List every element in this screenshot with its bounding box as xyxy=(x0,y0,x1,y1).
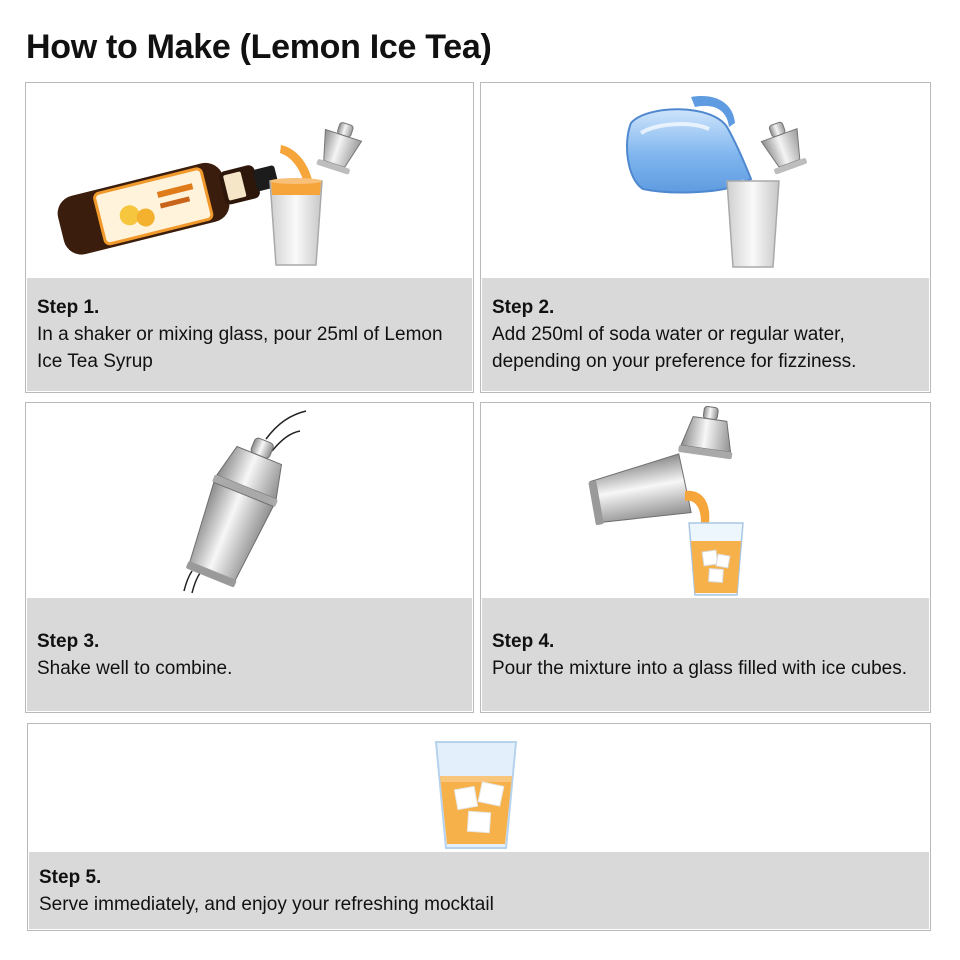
step-label: Step 3. xyxy=(37,630,100,652)
step-3-card xyxy=(25,402,474,713)
step-4-card xyxy=(480,402,931,713)
step-1-card xyxy=(25,82,474,393)
step-1-illustration xyxy=(26,83,473,278)
step-2-caption xyxy=(482,278,929,391)
step-label: Step 5. xyxy=(39,866,102,888)
step-3-caption xyxy=(27,598,472,711)
step-text: In a shaker or mixing glass, pour 25ml of Lemon Ice Tea Syrup xyxy=(37,324,443,372)
step-2-card xyxy=(480,82,931,393)
step-label: Step 2. xyxy=(492,297,555,318)
step-1-caption xyxy=(27,278,472,391)
step-2-illustration xyxy=(481,83,930,278)
step-label: Step 1. xyxy=(37,297,100,318)
step-4-caption xyxy=(482,598,929,711)
step-text: Serve immediately, and enjoy your refreshing mocktail xyxy=(39,893,494,915)
step-text: Shake well to combine. xyxy=(37,657,233,679)
step-4-illustration xyxy=(481,403,930,598)
step-5-illustration xyxy=(28,724,930,852)
step-3-illustration xyxy=(26,403,473,598)
lemon-ice-tea-glass-icon xyxy=(28,724,930,852)
step-label: Step 4. xyxy=(492,630,555,652)
shaker-shaking-icon xyxy=(26,403,473,598)
step-5-card xyxy=(27,723,931,931)
shaker-pouring-into-ice-glass-icon xyxy=(481,403,930,598)
page-title: How to Make (Lemon Ice Tea) xyxy=(26,28,492,66)
syrup-bottle-pouring-icon xyxy=(26,83,473,278)
step-5-caption xyxy=(29,852,929,929)
jug-pouring-water-icon xyxy=(481,83,930,278)
step-text: Add 250ml of soda water or regular water, depending on your preference for fizziness. xyxy=(492,324,857,372)
step-text: Pour the mixture into a glass filled with ice cubes. xyxy=(492,657,908,679)
